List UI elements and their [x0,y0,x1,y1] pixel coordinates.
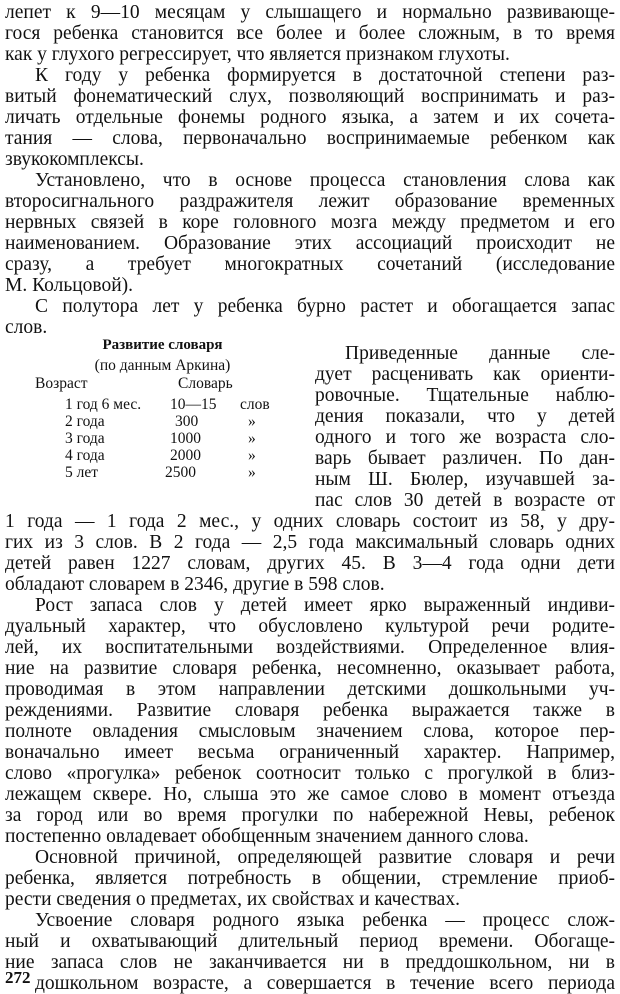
table-cell-age: 4 года [65,447,105,464]
text-line: дения показали, что у детей [315,406,615,427]
text-line: Установлено, что в основе процесса становления слова как [35,170,615,191]
text-line: витый фонематический слух, позволяющий воспринимать и раз- [5,86,615,107]
text-line: гих из 3 слов. В 2 года — 2,5 года максимальный словарь одних [5,532,615,553]
table-cell-unit: » [248,413,256,430]
text-line: нервных связей в коре головного мозга между предметом и его [5,212,615,233]
text-line: одного и того же возраста сло- [315,427,615,448]
text-line: наименованием. Образование этих ассоциаций происходит не [5,233,615,254]
text-line: ние на развитие словаря ребенка, несомненно, оказывает работа, [5,658,615,679]
text-line: Приведенные данные сле- [345,343,615,364]
text-line: детей равен 1227 словам, других 45. В 3—4 года одни дети [5,553,615,574]
text-line: дошкольном возрасте, а совершается в течение всего периода [35,973,615,994]
text-line: Усвоение словаря родного языка ребенка — процесс слож- [35,910,615,931]
table-header-age: Возраст [35,375,88,392]
table-cell-unit: » [248,447,256,464]
text-line: ребенка, является потребность в общении, стремление приоб- [5,868,615,889]
text-line: рести сведения о предметах, их свойствах и качествах. [5,889,460,910]
table-cell-unit: » [248,430,256,447]
table-cell-count: 2500 [165,464,196,481]
table-cell-unit: слов [240,396,270,413]
page-number: 272 [5,968,31,987]
text-line: сразу, а требует многократных сочетаний (исследование [5,254,615,275]
text-line: варь бывает различен. По дан- [315,448,615,469]
table-cell-age: 5 лет [65,464,99,481]
text-line: дует расценивать как ориенти- [315,364,615,385]
table-cell-count: 1000 [170,430,201,447]
text-line: полноте овладения смысловым значением слова, которое пер- [5,721,615,742]
text-line: лей, их воспитательными воздействиями. Определенное влия- [5,637,615,658]
table-title: Развитие словаря [102,337,223,353]
text-line: тания — слова, первоначально воспринимаемые ребенком как [5,128,615,149]
text-line: второсигнального раздражителя лежит образование временных [5,191,615,212]
text-line: М. Кольцовой). [5,275,134,296]
text-line: ние запаса слов не заканчивается ни в преддошкольном, ни в [5,952,615,973]
text-line: реждениями. Развитие словаря ребенка выражается также в [5,700,615,721]
text-line: личать отдельные фонемы родного языка, а затем и их сочета- [5,107,615,128]
table-cell-unit: » [248,464,256,481]
table-cell-count: 300 [175,413,199,430]
text-line: Основной причиной, определяющей развитие словаря и речи [35,847,615,868]
text-line: пас слов 30 детей в возрасте от [315,490,615,511]
text-line: С полутора лет у ребенка бурно растет и обогащается запас [35,296,615,317]
table-header-vocab: Словарь [178,375,233,392]
table-cell-age: 3 года [65,430,105,447]
text-line: постепенно овладевает обобщенным значением данного слова. [5,826,529,847]
text-line: дуальный характер, что обусловлено культурой речи родите- [5,616,615,637]
text-line: как у глухого регрессирует, что является признаком глухоты. [5,44,510,65]
table-cell-count: 10—15 [170,396,217,413]
text-line: ровочные. Тщательные наблю- [315,385,615,406]
text-line: воначально имеет весьма ограниченный характер. Например, [5,742,615,763]
text-line: 1 года — 1 года 2 мес., у одних словарь состоит из 58, у дру- [5,511,615,532]
text-line: гося ребенка становится все более и более сложным, в то время [5,23,615,44]
text-line: ным Ш. Бюлер, изучавшей за- [315,469,615,490]
text-line: слов. [5,317,48,338]
table-cell-count: 2000 [170,447,201,464]
table-subtitle: (по данным Аркина) [94,357,231,374]
text-line: лепет к 9—10 месяцам у слышащего и нормально развивающе- [5,2,615,23]
text-line: лежащем сквере. Но, слыша это же самое слово в момент отъезда [5,784,615,805]
text-line: за город или во время прогулки по набережной Невы, ребенок [5,805,615,826]
table-cell-age: 1 год 6 мес. [65,396,142,413]
text-line: обладают словарем в 2346, другие в 598 слов. [5,574,385,595]
text-line: слово «прогулка» ребенок соотносит только с прогулкой в близ- [5,763,615,784]
table-cell-age: 2 года [65,413,105,430]
text-line: К году у ребенка формируется в достаточной степени раз- [35,65,615,86]
text-line: проводимая в этом направлении детскими дошкольными уч- [5,679,615,700]
text-line: ный и охватывающий длительный период времени. Обогаще- [5,931,615,952]
text-line: Рост запаса слов у детей имеет ярко выраженный индиви- [35,595,615,616]
text-line: звукокомплексы. [5,149,144,170]
